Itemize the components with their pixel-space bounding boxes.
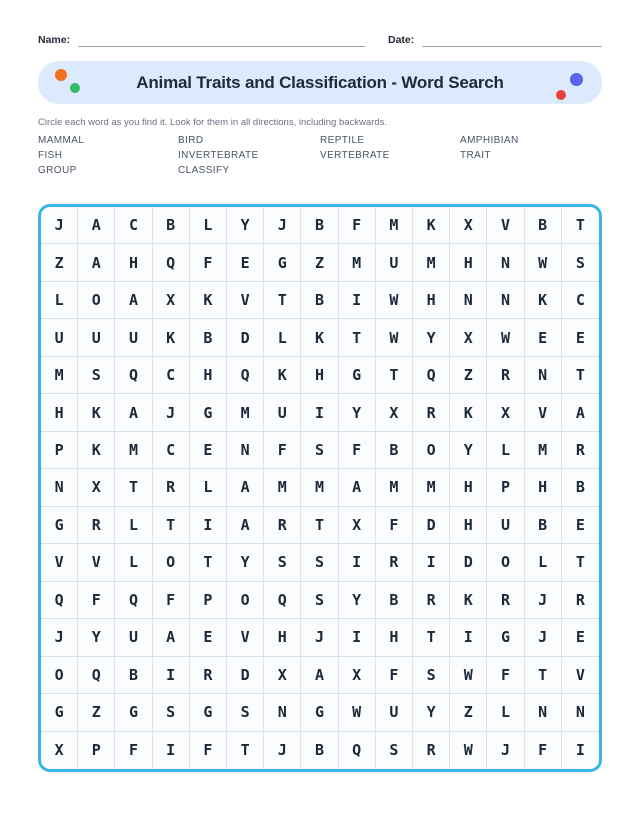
grid-cell[interactable]: F [190, 244, 227, 281]
grid-cell[interactable]: L [525, 544, 562, 581]
grid-cell[interactable]: B [376, 432, 413, 469]
grid-cell[interactable]: N [450, 282, 487, 319]
grid-cell[interactable]: L [487, 432, 524, 469]
grid-cell[interactable]: S [227, 694, 264, 731]
word-item: GROUP [38, 165, 77, 176]
grid-cell[interactable]: G [264, 244, 301, 281]
grid-cell[interactable]: K [264, 357, 301, 394]
grid-cell[interactable]: R [487, 357, 524, 394]
grid-cell[interactable]: I [153, 657, 190, 694]
word-item: TRAIT [460, 150, 491, 161]
grid-cell[interactable]: B [115, 657, 152, 694]
grid-cell[interactable]: H [190, 357, 227, 394]
grid-cell[interactable]: M [376, 469, 413, 506]
grid-cell[interactable]: H [450, 507, 487, 544]
grid-cell[interactable]: T [376, 357, 413, 394]
grid-cell[interactable]: N [525, 694, 562, 731]
grid-cell[interactable]: S [301, 582, 338, 619]
grid-cell[interactable]: Y [227, 207, 264, 244]
word-list-column [460, 133, 602, 178]
grid-cell[interactable]: J [153, 394, 190, 431]
grid-cell[interactable]: M [413, 469, 450, 506]
grid-cell[interactable]: Z [450, 357, 487, 394]
grid-cell[interactable]: H [525, 469, 562, 506]
grid-cell[interactable]: S [413, 657, 450, 694]
grid-cell[interactable]: W [487, 319, 524, 356]
grid-cell[interactable]: O [487, 544, 524, 581]
grid-cell[interactable]: T [562, 544, 599, 581]
date-field [388, 33, 602, 47]
grid-cell[interactable]: N [264, 694, 301, 731]
grid-cell[interactable]: F [525, 732, 562, 769]
grid-cell[interactable]: R [264, 507, 301, 544]
grid-cell[interactable]: Q [115, 357, 152, 394]
grid-cell[interactable]: C [115, 207, 152, 244]
word-item: AMPHIBIAN [460, 135, 519, 146]
word-item: CLASSIFY [178, 165, 230, 176]
grid-cell[interactable]: Q [339, 732, 376, 769]
grid-cell[interactable]: S [301, 544, 338, 581]
grid-cell[interactable]: H [301, 357, 338, 394]
grid-cell[interactable]: S [264, 544, 301, 581]
grid-cell[interactable]: T [115, 469, 152, 506]
grid-cell[interactable]: E [190, 432, 227, 469]
word-list-column [320, 133, 460, 178]
grid-cell[interactable]: Q [413, 357, 450, 394]
grid-cell[interactable]: M [376, 207, 413, 244]
grid-cell[interactable]: U [41, 319, 78, 356]
grid-cell[interactable]: D [450, 544, 487, 581]
name-label: Name: [38, 34, 71, 46]
grid-cell[interactable]: W [339, 694, 376, 731]
grid-cell[interactable]: X [41, 732, 78, 769]
grid-cell[interactable]: U [115, 319, 152, 356]
grid-cell[interactable]: M [227, 394, 264, 431]
grid-cell[interactable]: G [339, 357, 376, 394]
grid-cell[interactable]: S [376, 732, 413, 769]
grid-cell[interactable]: K [153, 319, 190, 356]
grid-cell[interactable]: O [413, 432, 450, 469]
grid-cell[interactable]: J [525, 582, 562, 619]
grid-cell[interactable]: W [450, 732, 487, 769]
grid-cell[interactable]: V [562, 657, 599, 694]
grid-cell[interactable]: I [413, 544, 450, 581]
grid-cell[interactable]: Y [227, 544, 264, 581]
grid-cell[interactable]: F [339, 432, 376, 469]
grid-cell[interactable]: U [78, 319, 115, 356]
grid-cell[interactable]: I [339, 282, 376, 319]
grid-cell[interactable]: D [227, 319, 264, 356]
grid-cell[interactable]: N [227, 432, 264, 469]
grid-cell[interactable]: F [153, 582, 190, 619]
grid-cell[interactable]: G [41, 694, 78, 731]
title-banner [38, 61, 602, 104]
grid-cell[interactable]: X [153, 282, 190, 319]
grid-cell[interactable]: E [525, 319, 562, 356]
grid-cell[interactable]: I [190, 507, 227, 544]
grid-cell[interactable]: F [339, 207, 376, 244]
grid-cell[interactable]: M [115, 432, 152, 469]
grid-cell[interactable]: J [41, 619, 78, 656]
grid-cell[interactable]: V [41, 544, 78, 581]
grid-cell[interactable]: W [525, 244, 562, 281]
grid-cell[interactable]: V [525, 394, 562, 431]
grid-cell[interactable]: O [41, 657, 78, 694]
grid-cell[interactable]: T [562, 357, 599, 394]
grid-cell[interactable]: L [487, 694, 524, 731]
word-item: MAMMAL [38, 135, 85, 146]
grid-cell[interactable]: A [562, 394, 599, 431]
grid-cell[interactable]: B [153, 207, 190, 244]
grid-cell[interactable]: M [525, 432, 562, 469]
grid-cell[interactable]: T [339, 319, 376, 356]
grid-cell[interactable]: I [339, 544, 376, 581]
grid-cell[interactable]: K [78, 432, 115, 469]
grid-cell[interactable]: X [450, 207, 487, 244]
grid-cell[interactable]: N [562, 694, 599, 731]
grid-cell[interactable]: B [376, 582, 413, 619]
grid-cell[interactable]: V [227, 282, 264, 319]
grid-cell[interactable]: Q [153, 244, 190, 281]
grid-cell[interactable]: F [78, 582, 115, 619]
grid-cell[interactable]: J [301, 619, 338, 656]
grid-cell[interactable]: V [487, 207, 524, 244]
grid-cell[interactable]: I [575, 741, 585, 760]
green-dot-icon [70, 83, 80, 93]
grid-cell[interactable]: X [78, 469, 115, 506]
grid-cell[interactable]: S [562, 244, 599, 281]
grid-cell[interactable]: E [227, 244, 264, 281]
grid-cell[interactable]: H [41, 394, 78, 431]
grid-cell[interactable]: A [227, 469, 264, 506]
grid-cell[interactable]: B [301, 207, 338, 244]
grid-cell[interactable]: M [339, 244, 376, 281]
indigo-dot-icon [570, 73, 583, 86]
grid-cell[interactable]: B [301, 282, 338, 319]
grid-cell[interactable]: B [525, 507, 562, 544]
grid-cell[interactable]: F [264, 432, 301, 469]
grid-cell[interactable]: P [78, 732, 115, 769]
grid-cell[interactable]: L [115, 507, 152, 544]
grid-cell[interactable]: B [190, 319, 227, 356]
word-list-column [38, 133, 178, 178]
grid-cell[interactable]: K [413, 207, 450, 244]
grid-cell[interactable]: A [301, 657, 338, 694]
grid-cell[interactable]: K [190, 282, 227, 319]
grid-cell[interactable]: U [376, 244, 413, 281]
grid-cell[interactable]: T [301, 507, 338, 544]
grid-cell[interactable]: Y [339, 394, 376, 431]
grid-cell[interactable]: A [339, 469, 376, 506]
grid-cell[interactable]: R [487, 582, 524, 619]
grid-cell[interactable]: R [153, 469, 190, 506]
grid-cell[interactable]: T [413, 619, 450, 656]
grid-cell[interactable]: Q [41, 582, 78, 619]
grid-cell[interactable]: H [450, 469, 487, 506]
grid-cell[interactable]: Z [450, 694, 487, 731]
grid-cell[interactable]: G [41, 507, 78, 544]
instructions-text: Circle each word as you find it. Look for them in all directions, including backwards. [38, 117, 388, 128]
grid-cell[interactable]: T [525, 657, 562, 694]
grid-cell[interactable]: A [115, 282, 152, 319]
grid-cell[interactable]: F [376, 507, 413, 544]
grid-cell[interactable]: A [227, 507, 264, 544]
grid-cell[interactable]: J [525, 619, 562, 656]
grid-cell[interactable]: Z [78, 694, 115, 731]
grid-cell[interactable]: L [264, 319, 301, 356]
grid-cell[interactable]: G [190, 694, 227, 731]
grid-cell[interactable]: S [78, 357, 115, 394]
grid-cell[interactable]: H [450, 244, 487, 281]
grid-cell[interactable]: A [115, 394, 152, 431]
grid-cell[interactable]: P [487, 469, 524, 506]
grid-cell[interactable]: A [153, 619, 190, 656]
grid-cell[interactable]: S [153, 694, 190, 731]
grid-cell[interactable]: R [413, 732, 450, 769]
word-item: INVERTEBRATE [178, 150, 259, 161]
grid-cell[interactable]: R [562, 582, 599, 619]
grid-cell[interactable]: G [115, 694, 152, 731]
grid-cell[interactable]: I [153, 732, 190, 769]
grid-cell[interactable]: U [487, 507, 524, 544]
grid-cell[interactable]: M [413, 244, 450, 281]
grid-cell[interactable]: F [190, 732, 227, 769]
grid-cell[interactable]: Q [78, 657, 115, 694]
grid-cell[interactable]: X [264, 657, 301, 694]
grid-cell[interactable]: W [376, 282, 413, 319]
grid-cell[interactable]: H [264, 619, 301, 656]
grid-cell[interactable]: M [264, 469, 301, 506]
grid-cell[interactable]: T [264, 282, 301, 319]
grid-cell[interactable]: H [376, 619, 413, 656]
grid-cell[interactable]: U [115, 619, 152, 656]
grid-cell[interactable]: R [562, 432, 599, 469]
grid-cell[interactable]: Z [301, 244, 338, 281]
grid-cell[interactable]: N [487, 244, 524, 281]
grid-cell[interactable]: B [562, 469, 599, 506]
grid-cell[interactable]: V [227, 619, 264, 656]
word-item: VERTEBRATE [320, 150, 390, 161]
word-search-grid [38, 204, 602, 772]
grid-cell[interactable]: Y [413, 319, 450, 356]
grid-cell[interactable]: J [487, 732, 524, 769]
grid-cell[interactable]: Q [264, 582, 301, 619]
grid-cell[interactable]: S [301, 432, 338, 469]
grid-cell[interactable]: V [78, 544, 115, 581]
grid-cell[interactable]: K [450, 582, 487, 619]
grid-cell[interactable]: C [153, 357, 190, 394]
grid-cell[interactable]: O [78, 282, 115, 319]
grid-cell[interactable]: L [190, 469, 227, 506]
name-date-row [38, 33, 602, 47]
grid-cell[interactable]: D [227, 657, 264, 694]
grid-cell[interactable]: E [562, 619, 599, 656]
grid-cell[interactable]: Q [115, 582, 152, 619]
date-label: Date: [388, 34, 415, 46]
grid-cell[interactable]: T [562, 207, 599, 244]
grid-cell[interactable]: F [487, 657, 524, 694]
grid-cell[interactable]: B [301, 732, 338, 769]
grid-cell[interactable]: W [376, 319, 413, 356]
word-list-column [178, 133, 320, 178]
word-item: FISH [38, 150, 63, 161]
grid-cell[interactable]: M [41, 357, 78, 394]
grid-cell[interactable]: J [264, 732, 301, 769]
grid-cell[interactable]: T [153, 507, 190, 544]
grid-cell[interactable]: L [41, 282, 78, 319]
grid-cell[interactable]: I [301, 394, 338, 431]
word-item: REPTILE [320, 135, 365, 146]
grid-cell[interactable]: Y [78, 619, 115, 656]
grid-cell[interactable]: A [78, 244, 115, 281]
grid-cell[interactable]: I [339, 619, 376, 656]
grid-cell[interactable]: X [339, 657, 376, 694]
grid-cell[interactable]: R [413, 582, 450, 619]
grid-cell[interactable]: J [264, 207, 301, 244]
grid-cell[interactable]: T [227, 732, 264, 769]
grid-cell[interactable]: X [450, 319, 487, 356]
grid-cell[interactable]: R [413, 394, 450, 431]
grid-cell[interactable]: N [41, 469, 78, 506]
grid-cell[interactable]: X [376, 394, 413, 431]
grid-cell[interactable]: U [264, 394, 301, 431]
grid-cell[interactable]: T [190, 544, 227, 581]
grid-cell[interactable]: F [376, 657, 413, 694]
word-list [38, 133, 602, 178]
grid-cell[interactable]: N [487, 282, 524, 319]
date-input-line[interactable] [422, 33, 602, 47]
grid-cell[interactable]: F [115, 732, 152, 769]
grid-cell[interactable]: P [41, 432, 78, 469]
grid-cell[interactable]: D [413, 507, 450, 544]
grid-cell[interactable]: J [41, 207, 78, 244]
name-input-line[interactable] [78, 33, 365, 47]
grid-cell[interactable]: K [78, 394, 115, 431]
grid-cell[interactable]: Y [450, 432, 487, 469]
grid-cell[interactable]: A [78, 207, 115, 244]
grid-cell[interactable]: R [376, 544, 413, 581]
grid-cell[interactable]: L [190, 207, 227, 244]
grid-cell[interactable]: W [450, 657, 487, 694]
grid-cell[interactable]: E [562, 319, 599, 356]
grid-cell[interactable]: E [190, 619, 227, 656]
grid-cell[interactable]: Y [339, 582, 376, 619]
grid-cell[interactable]: L [115, 544, 152, 581]
word-item: BIRD [178, 135, 204, 146]
grid-cell[interactable]: M [301, 469, 338, 506]
grid-cell[interactable]: K [450, 394, 487, 431]
grid-cell[interactable]: H [115, 244, 152, 281]
grid-cell[interactable]: O [227, 582, 264, 619]
grid-cell[interactable]: X [339, 507, 376, 544]
grid-cell[interactable]: G [487, 619, 524, 656]
grid-cell[interactable]: P [190, 582, 227, 619]
name-field [38, 33, 365, 47]
grid-cell[interactable]: R [190, 657, 227, 694]
grid-cell[interactable]: E [562, 507, 599, 544]
grid-cell[interactable]: Z [41, 244, 78, 281]
grid-cell[interactable]: N [525, 357, 562, 394]
grid-cell[interactable]: U [376, 694, 413, 731]
grid-cell[interactable]: C [153, 432, 190, 469]
grid-cell[interactable]: O [153, 544, 190, 581]
grid-cell[interactable]: G [190, 394, 227, 431]
grid-cell[interactable]: R [78, 507, 115, 544]
grid-cell[interactable]: K [525, 282, 562, 319]
grid-cell[interactable]: X [487, 394, 524, 431]
grid-cell[interactable]: I [450, 619, 487, 656]
grid-cell[interactable]: H [413, 282, 450, 319]
page-title: Animal Traits and Classification - Word Search [136, 72, 504, 92]
grid-cell[interactable]: G [301, 694, 338, 731]
grid-cell[interactable]: C [562, 282, 599, 319]
red-dot-icon [556, 90, 566, 100]
grid-cell[interactable]: Y [413, 694, 450, 731]
grid-cell[interactable]: Q [227, 357, 264, 394]
grid-cell[interactable]: K [301, 319, 338, 356]
grid-cell[interactable]: B [525, 207, 562, 244]
orange-dot-icon [55, 69, 67, 81]
